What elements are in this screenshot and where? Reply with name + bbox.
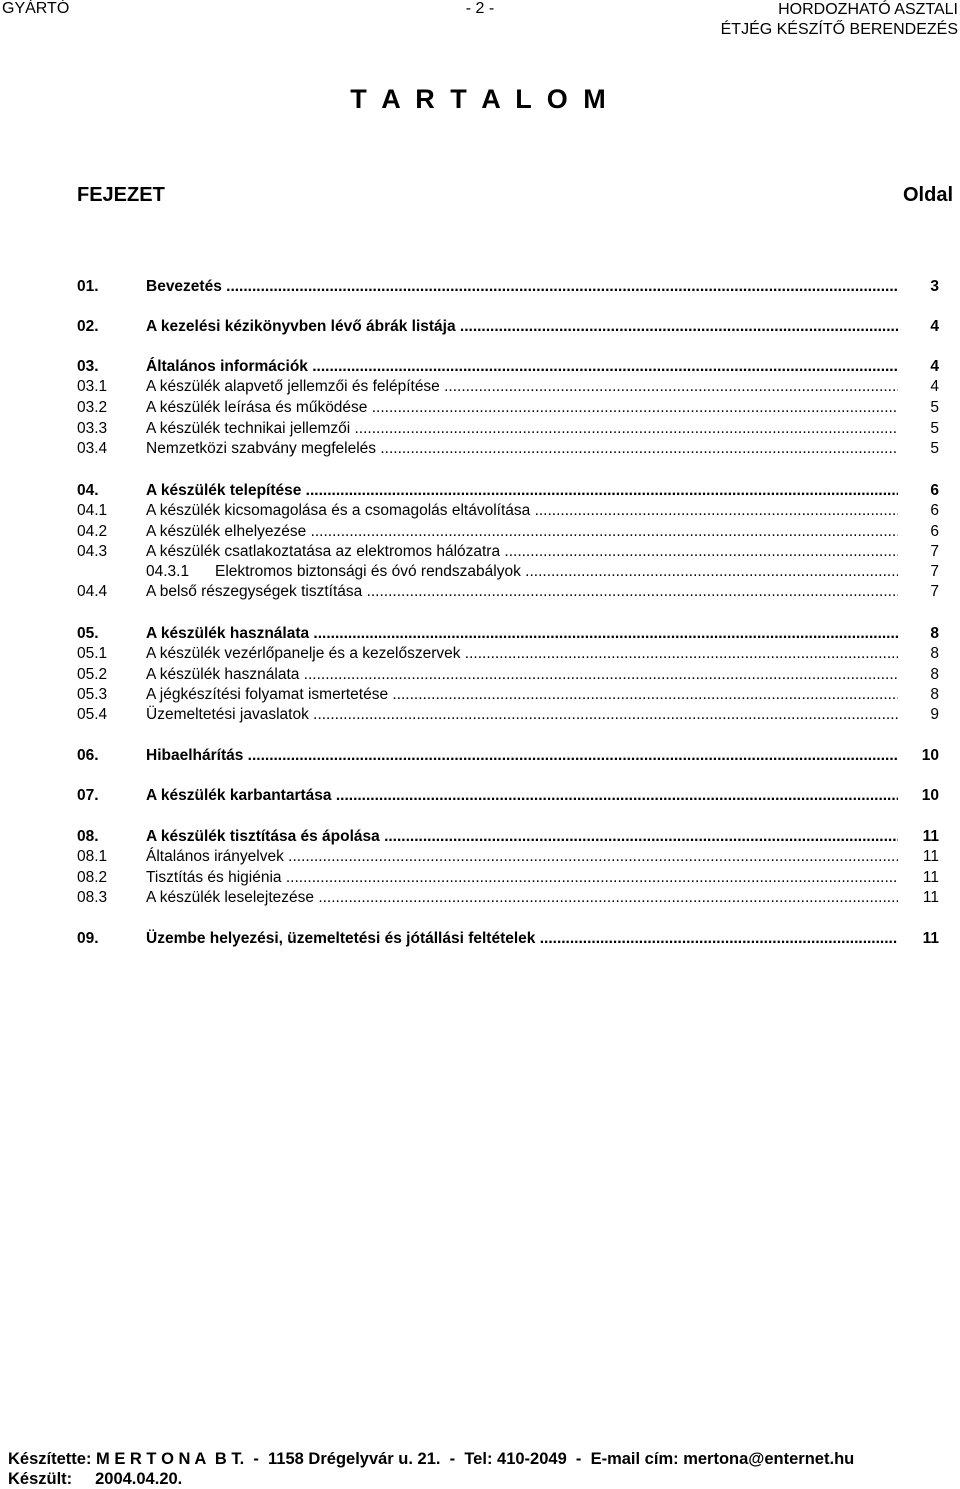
toc-title: A készülék telepítése ..... [146, 481, 898, 501]
footer [8, 1449, 854, 1489]
toc-title: A készülék kicsomagolása és a csomagolás eltávolítása ..... [146, 501, 898, 521]
header-manufacturer: GYÁRTÓ [2, 0, 70, 17]
toc-title: Nemzetközi szabvány megfelelés ..... [146, 439, 898, 459]
toc-page: 9 [930, 706, 939, 723]
toc-row [0, 685, 960, 705]
toc-page: 7 [930, 563, 939, 580]
toc-row [0, 665, 960, 685]
toc-row [0, 419, 960, 439]
toc-row [0, 501, 960, 521]
toc-number: 04. [77, 482, 99, 499]
toc-title: Hibaelhárítás ..... [146, 746, 898, 766]
toc-page: 8 [930, 666, 939, 683]
toc-title: A készülék használata ..... [146, 665, 898, 685]
toc-row [0, 624, 960, 644]
toc-page: 10 [921, 787, 939, 804]
header-product-line1: HORDOZHATÓ ASZTALI [778, 1, 958, 18]
toc-number: 03. [77, 358, 99, 375]
header-page-number: - 2 - [465, 0, 495, 17]
toc-page: 6 [930, 523, 939, 540]
toc-page: 7 [930, 583, 939, 600]
toc-title: A készülék alapvető jellemzői és felépítése ..... [146, 377, 898, 397]
toc-row [0, 786, 960, 806]
toc-row [0, 398, 960, 418]
toc-page: 11 [922, 869, 939, 886]
toc-number: 05.1 [77, 645, 108, 662]
toc-page: 4 [930, 358, 939, 375]
toc-page: 10 [921, 747, 939, 764]
toc-title: A kezelési kézikönyvben lévő ábrák listája ..... [146, 317, 898, 337]
toc-number: 08.1 [77, 848, 108, 865]
toc-page: 11 [922, 930, 939, 947]
toc-number: 04.2 [77, 523, 108, 540]
toc-number: 02. [77, 318, 99, 335]
toc-page: 8 [930, 686, 939, 703]
toc-number: 03.4 [77, 440, 108, 457]
toc-page: 6 [930, 502, 939, 519]
toc-title: A készülék elhelyezése ..... [146, 522, 898, 542]
toc-number: 05.4 [77, 706, 108, 723]
toc-row [0, 317, 960, 337]
toc-page: 11 [922, 848, 939, 865]
toc-number: 01. [77, 278, 99, 295]
toc-row [0, 481, 960, 501]
toc-row [0, 582, 960, 602]
toc-title: Üzemeltetési javaslatok ..... [146, 705, 898, 725]
toc-title: A készülék vezérlőpanelje és a kezelőszervek ..... [146, 644, 898, 664]
toc-number: 04.3.1 [146, 563, 190, 580]
toc-number: 06. [77, 747, 99, 764]
toc-title: Tisztítás és higiénia ..... [146, 868, 898, 888]
toc-title: A készülék tisztítása és ápolása ..... [146, 827, 898, 847]
toc-number: 05.2 [77, 666, 108, 683]
toc-row [0, 522, 960, 542]
toc-page: 11 [922, 889, 939, 906]
toc-page: 5 [930, 440, 939, 457]
footer-date: Készült: 2004.04.20. [8, 1470, 183, 1488]
toc-row [0, 929, 960, 949]
toc-number: 07. [77, 787, 99, 804]
toc-row [0, 357, 960, 377]
toc-row [0, 746, 960, 766]
toc-row [0, 868, 960, 888]
toc-row [0, 439, 960, 459]
toc-number: 08.3 [77, 889, 108, 906]
toc-number: 08. [77, 828, 99, 845]
toc-row [0, 542, 960, 562]
toc-title: A készülék technikai jellemzői ..... [146, 419, 898, 439]
toc-title: A készülék csatlakoztatása az elektromos hálózatra ..... [146, 542, 898, 562]
toc-number: 04.4 [77, 583, 108, 600]
toc-row [0, 705, 960, 725]
toc-row [0, 827, 960, 847]
column-header-page: Oldal [902, 184, 953, 206]
toc-row [0, 847, 960, 867]
toc-page: 8 [930, 645, 939, 662]
toc-page: 4 [930, 318, 939, 335]
toc-title: A készülék karbantartása ..... [146, 786, 898, 806]
toc-title: Általános irányelvek ..... [146, 847, 898, 867]
toc-row [0, 377, 960, 397]
toc-number: 05.3 [77, 686, 108, 703]
toc-row [0, 562, 960, 582]
page-title: T A R T A L O M [350, 84, 610, 114]
toc-row [0, 644, 960, 664]
toc-number: 04.3 [77, 543, 108, 560]
toc-row [0, 888, 960, 908]
toc-page: 6 [930, 482, 939, 499]
toc-title: Bevezetés ..... [146, 277, 898, 297]
toc-number: 08.2 [77, 869, 108, 886]
header-product-line2: ÉTJÉG KÉSZÍTŐ BERENDEZÉS [720, 21, 958, 38]
toc-number: 05. [77, 625, 99, 642]
toc-number: 03.2 [77, 399, 108, 416]
toc-title: A készülék használata ..... [146, 624, 898, 644]
toc-title: Általános információk ..... [146, 357, 898, 377]
toc-page: 8 [930, 625, 939, 642]
toc-title: A belső részegységek tisztítása ..... [146, 582, 898, 602]
toc-title: A készülék leselejtezése ..... [146, 888, 898, 908]
toc-page: 4 [930, 378, 939, 395]
toc-page: 5 [930, 399, 939, 416]
toc-title: Elektromos biztonsági és óvó rendszabályok ..... [215, 562, 898, 582]
toc-page: 5 [930, 420, 939, 437]
footer-author: Készítette: M E R T O N A B T. - 1158 Drégelyvár u. 21. - Tel: 410-2049 - E-mail cím: mertona@enternet.hu [8, 1450, 855, 1468]
toc-number: 03.3 [77, 420, 108, 437]
toc-number: 04.1 [77, 502, 108, 519]
header-product [721, 0, 958, 40]
toc-number: 09. [77, 930, 99, 947]
toc-page: 7 [930, 543, 939, 560]
toc-title: A jégkészítési folyamat ismertetése ..... [146, 685, 898, 705]
toc-title: Üzembe helyezési, üzemeltetési és jótállási feltételek ..... [146, 929, 898, 949]
column-header-chapter: FEJEZET [77, 184, 165, 206]
toc-number: 03.1 [77, 378, 108, 395]
toc-row [0, 277, 960, 297]
toc-page: 11 [922, 828, 939, 845]
toc-title: A készülék leírása és működése ..... [146, 398, 898, 418]
toc-page: 3 [930, 278, 939, 295]
